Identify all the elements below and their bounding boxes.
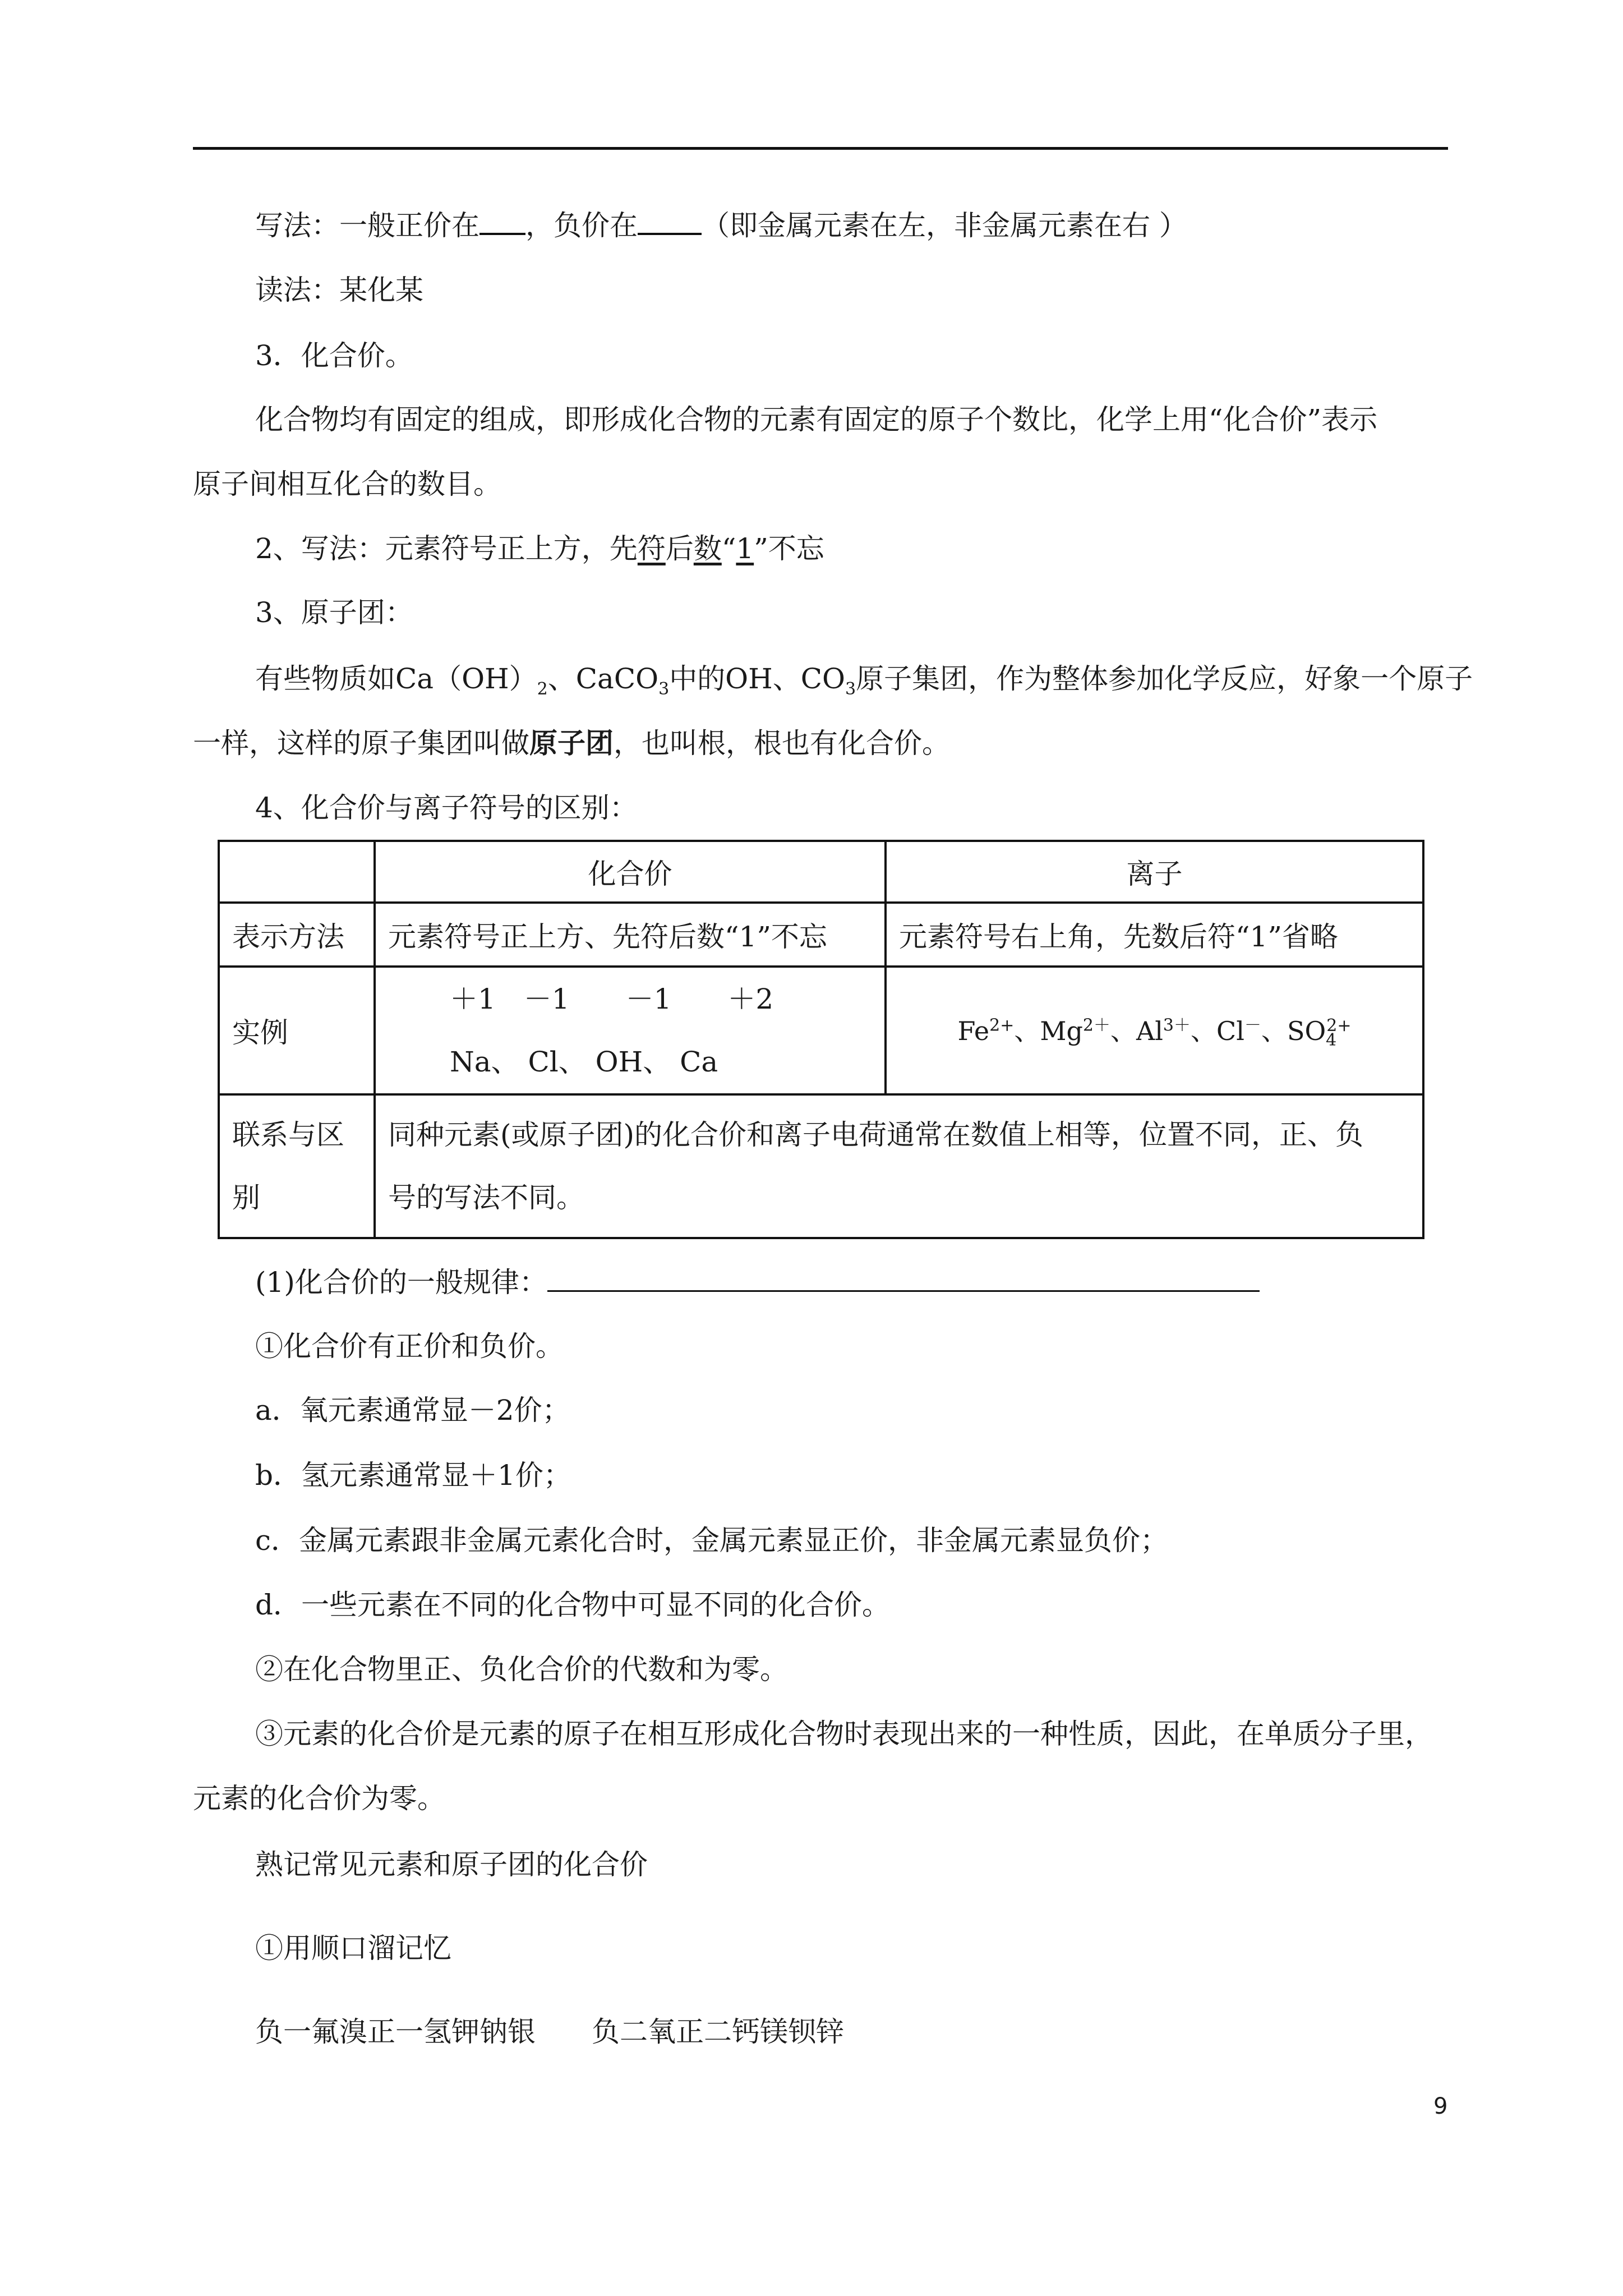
page-number: 9 [1433, 2093, 1448, 2119]
table-row [219, 903, 1423, 967]
table-header-valence: 化合价 [375, 841, 886, 903]
memo-heading: 熟记常见元素和原子团的化合价 [255, 1848, 648, 1881]
table-cell [219, 841, 375, 903]
table-cell: 元素符号正上方、先符后数“1”不忘 [375, 903, 886, 967]
subsection-heading: 4、化合价与离子符号的区别： [255, 792, 638, 824]
rule-item: ①化合价有正价和负价。 [255, 1330, 564, 1363]
rule-item: b．氢元素通常显＋1价； [255, 1459, 571, 1492]
rule-item: ③元素的化合价是元素的原子在相互形成化合物时表现出来的一种性质，因此，在单质分子里， [255, 1718, 1433, 1750]
rule-item: a．氧元素通常显－2价； [255, 1394, 570, 1427]
table-cell-valence-example [375, 967, 886, 1094]
memo-item: ①用顺口溜记忆 [255, 1932, 451, 1964]
valence-symbols: Na、 Cl、 OH、 Ca [450, 1046, 718, 1078]
subsection-heading: 3、原子团： [255, 596, 413, 629]
table-cell-relation: 同种元素(或原子团)的化合价和离子电荷通常在数值上相等，位置不同，正、负 号的写法不同。 [375, 1094, 1423, 1238]
answer-blank [547, 1268, 1260, 1292]
table-header-ion: 离子 [886, 841, 1423, 903]
blank-negative [638, 208, 702, 235]
section-heading: 3．化合价。 [255, 339, 413, 372]
blank-positive [479, 208, 525, 235]
paragraph: 有些物质如$Ca(OH)_2$、CaCO$_3$中的OH、$CO_3$原子集团，作为整体参加化学反应，好象一个原子 [255, 662, 1473, 699]
table-cell-ion-example: $Fe^{2+}$、$Mg^{2+}$、$Al^{3+}$、Cl－、$SO_4^{2+}$ [886, 967, 1423, 1094]
paragraph: 化合物均有固定的组成，即形成化合物的元素有固定的原子个数比，化学上用“化合价”表示 [255, 403, 1378, 436]
table-row-label: 联系与区 别 [219, 1094, 375, 1238]
table-row-label: 实例 [219, 967, 375, 1094]
table-row [219, 967, 1423, 1094]
rule-item: d．一些元素在不同的化合物中可显不同的化合价。 [255, 1589, 891, 1621]
table-row [219, 841, 1423, 903]
rule-item: c．金属元素跟非金属元素化合时，金属元素显正价，非金属元素显负价； [255, 1524, 1169, 1557]
rule-item: ②在化合物里正、负化合价的代数和为零。 [255, 1653, 788, 1686]
paragraph: 原子间相互化合的数目。 [193, 468, 501, 500]
rule-item: 元素的化合价为零。 [193, 1782, 445, 1815]
reading-rule: 读法：某化某 [255, 274, 423, 306]
valence-signs: ＋1 －1 －1 ＋2 [450, 983, 774, 1015]
table-cell: 元素符号右上角，先数后符“1”省略 [886, 903, 1423, 967]
comparison-table [218, 840, 1424, 1239]
writing-rule: 写法：一般正价在 ，负价在 （即金属元素在左，非金属元素在右 ） [255, 209, 1187, 242]
paragraph: 一样，这样的原子集团叫做原子团，也叫根，根也有化合价。 [193, 726, 950, 760]
table-row-label: 表示方法 [219, 903, 375, 967]
header-rule [193, 147, 1448, 150]
valence-writing-rule: 2、写法：元素符号正上方，先符后数“1”不忘 [255, 532, 824, 565]
table-row [219, 1094, 1423, 1238]
rule-heading: (1)化合价的一般规律： [255, 1266, 1260, 1299]
rhyme-line: 负一氟溴正一氢钾钠银 负二氧正二钙镁钡锌 [255, 2016, 844, 2048]
